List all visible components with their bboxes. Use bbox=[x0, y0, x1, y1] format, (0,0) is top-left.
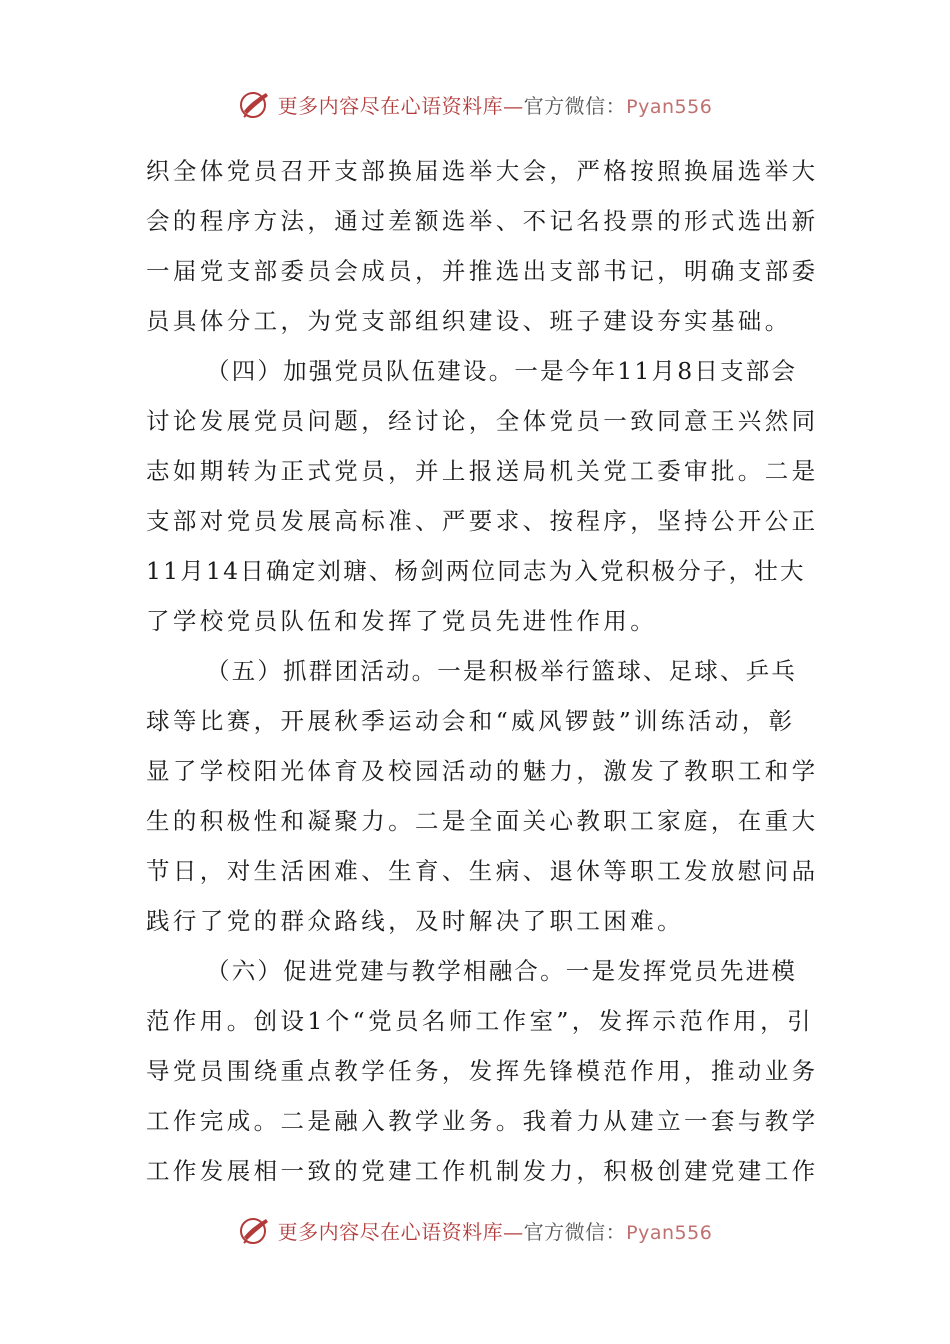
body-line: 工作发展相一致的党建工作机制发力，积极创建党建工作 bbox=[146, 1157, 819, 1185]
body-line: 节日，对生活困难、生育、生病、退休等职工发放慰问品 bbox=[146, 857, 819, 885]
body-line: 会的程序方法，通过差额选举、不记名投票的形式选出新 bbox=[146, 207, 819, 235]
body-line: 支部对党员发展高标准、严要求、按程序，坚持公开公正 bbox=[146, 507, 819, 535]
body-line: 了学校党员队伍和发挥了党员先进性作用。 bbox=[146, 607, 658, 635]
body-line: 球等比赛，开展秋季运动会和“威风锣鼓”训练活动，彰 bbox=[146, 707, 796, 735]
pen-logo-icon bbox=[238, 1213, 272, 1247]
body-line: 工作完成。二是融入教学业务。我着力从建立一套与教学 bbox=[146, 1107, 819, 1135]
body-line: 导党员围绕重点教学任务，发挥先锋模范作用，推动业务 bbox=[146, 1057, 819, 1085]
header-banner bbox=[0, 84, 950, 124]
paragraph-heading-4: （四）加强党员队伍建设。一是今年11月8日支部会 bbox=[206, 357, 798, 385]
footer-banner-text: 更多内容尽在心语资料库—官方微信：Pyan556 bbox=[277, 1219, 713, 1244]
body-line: 11月14日确定刘瑭、杨剑两位同志为入党积极分子，壮大 bbox=[146, 557, 806, 585]
body-line: 员具体分工，为党支部组织建设、班子建设夯实基础。 bbox=[146, 307, 792, 335]
pen-logo-icon bbox=[238, 87, 272, 121]
body-line: 讨论发展党员问题，经讨论，全体党员一致同意王兴然同 bbox=[146, 407, 819, 435]
paragraph-heading-6: （六）促进党建与教学相融合。一是发挥党员先进模 bbox=[206, 957, 798, 985]
footer-banner bbox=[0, 1210, 950, 1250]
header-banner-text: 更多内容尽在心语资料库—官方微信：Pyan556 bbox=[277, 93, 713, 118]
body-line: 显了学校阳光体育及校园活动的魅力，激发了教职工和学 bbox=[146, 757, 819, 785]
body-line: 志如期转为正式党员，并上报送局机关党工委审批。二是 bbox=[146, 457, 819, 485]
document-body bbox=[146, 146, 819, 1196]
body-line: 生的积极性和凝聚力。二是全面关心教职工家庭，在重大 bbox=[146, 807, 819, 835]
body-line: 范作用。创设1个“党员名师工作室”，发挥示范作用，引 bbox=[146, 1007, 814, 1035]
body-line: 一届党支部委员会成员，并推选出支部书记，明确支部委 bbox=[146, 257, 819, 285]
body-line: 践行了党的群众路线，及时解决了职工困难。 bbox=[146, 907, 684, 935]
paragraph-heading-5: （五）抓群团活动。一是积极举行篮球、足球、乒乓 bbox=[206, 657, 798, 685]
body-line: 织全体党员召开支部换届选举大会，严格按照换届选举大 bbox=[146, 157, 819, 185]
